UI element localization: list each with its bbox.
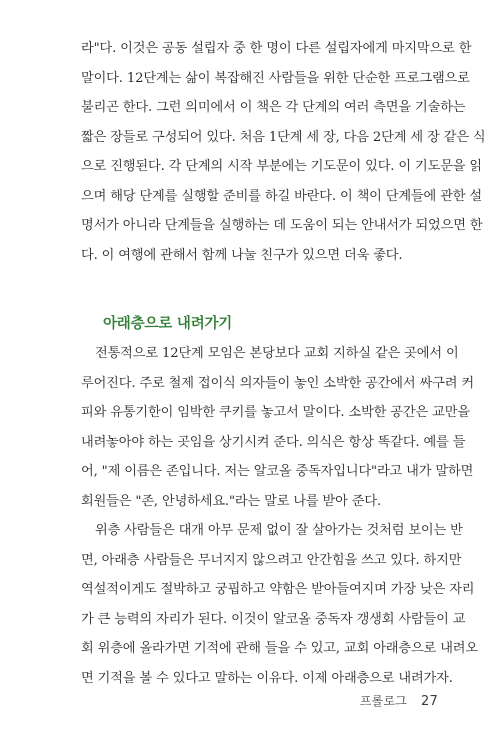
text-line: 회원들은 "존, 안녕하세요."라는 말로 나를 받아 준다. (81, 493, 381, 509)
text-line: 가 큰 능력의 자리가 된다. 이것이 알코올 중독자 갱생회 사람들이 교 (81, 611, 466, 627)
text-line: 명서가 아니라 단계들을 실행하는 데 도움이 되는 안내서가 되었으면 한 (81, 218, 483, 233)
text-line: 역설적이게도 절박하고 궁핍하고 약함은 받아들여지며 가장 낮은 자리 (81, 582, 475, 597)
text-line: 말이다. 12단계는 삶이 복잡해진 사람들을 위한 단순한 프로그램으로 (81, 70, 470, 86)
paragraph-downstairs (81, 339, 474, 516)
text-line: 으로 진행된다. 각 단계의 시작 부분에는 기도문이 있다. 이 기도문을 읽 (81, 159, 482, 174)
text-line: 다. 이 여행에 관해서 함께 나눌 친구가 있으면 더욱 좋다. (81, 247, 403, 263)
text-line: 내려놓아야 하는 곳임을 상기시켜 준다. 의식은 항상 똑같다. 예를 들 (81, 434, 466, 450)
text-line: 회 위층에 올라가면 기적에 관해 들을 수 있고, 교회 아래층으로 내려오 (81, 641, 478, 656)
paragraph-intro (81, 34, 486, 270)
text-line: 라"다. 이것은 공동 설립자 중 한 명이 다른 설립자에게 마지막으로 한 (81, 41, 472, 56)
paragraph-upstairs (81, 516, 478, 693)
text-line: 면, 아래층 사람들은 무너지지 않으려고 안간힘을 쓰고 있다. 하지만 (81, 552, 462, 568)
text-line: 불리곤 한다. 그런 의미에서 이 책은 각 단계의 여러 측면을 기술하는 (81, 100, 466, 115)
text-line: 어, "제 이름은 존입니다. 저는 알코올 중독자입니다"라고 내가 말하면 (81, 464, 474, 479)
text-line: 짧은 장들로 구성되어 있다. 처음 1단계 세 장, 다음 2단계 세 장 같은 식 (81, 129, 486, 145)
text-line: 면 기적을 볼 수 있다고 말하는 이유다. 이제 아래층으로 내려가자. (81, 670, 453, 686)
text-line: 전통적으로 12단계 모임은 본당보다 교회 지하실 같은 곳에서 이 (95, 346, 459, 361)
section-heading: 아래층으로 내려가기 (103, 316, 233, 332)
text-line: 피와 유통기한이 임박한 쿠키를 놓고서 말이다. 소박한 공간은 교만을 (81, 405, 470, 420)
page-footer (360, 692, 438, 709)
page-number: 27 (421, 694, 438, 709)
text-line: 루어진다. 주로 철제 접이식 의자들이 놓인 소박한 공간에서 싸구려 커 (81, 375, 474, 391)
section-name: 프롤로그 (359, 694, 408, 708)
text-line: 으며 해당 단계를 실행할 준비를 하길 바란다. 이 책이 단계들에 관한 설 (81, 188, 482, 204)
text-line: 위층 사람들은 대개 아무 문제 없이 잘 살아가는 것처럼 보이는 반 (95, 523, 463, 538)
